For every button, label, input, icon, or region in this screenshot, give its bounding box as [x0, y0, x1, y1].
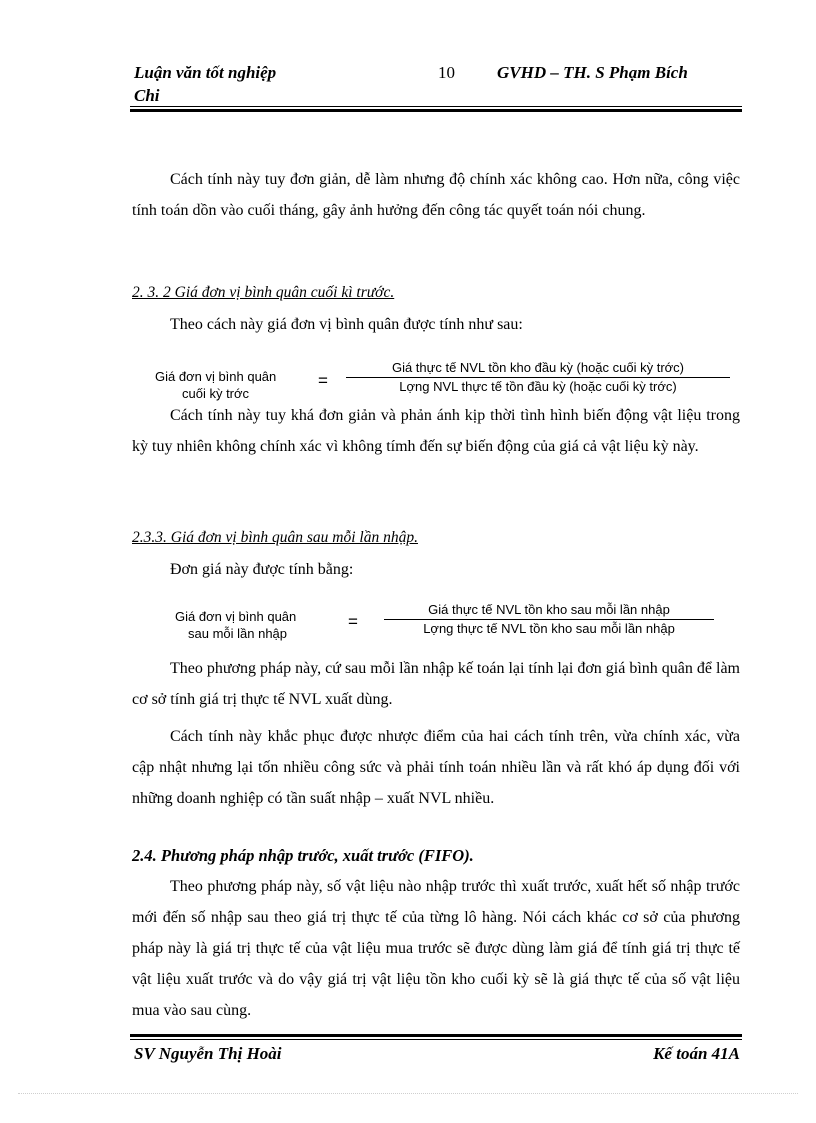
- header-rule-thick: [130, 109, 742, 112]
- footer-class-name: Kế toán 41A: [653, 1044, 740, 1063]
- formula-1-left-line1: Giá đơn vị bình quân: [155, 369, 277, 384]
- formula-1-denominator: Lợng NVL thực tế tồn đầu kỳ (hoặc cuối kỳ trớc): [399, 379, 677, 394]
- formula-1-numerator: Giá thực tế NVL tồn kho đầu kỳ (hoặc cuối kỳ trớc): [391, 360, 685, 375]
- paragraph-4: Đơn giá này được tính bằng:: [170, 561, 354, 578]
- header-title: Luận văn tốt nghiệp: [134, 63, 277, 82]
- paragraph-2: Theo cách này giá đơn vị bình quân được tính như sau:: [170, 316, 523, 333]
- footer-student-name: SV Nguyễn Thị Hoài: [134, 1044, 282, 1063]
- paragraph-3: Cách tính này tuy khá đơn giản và phản ánh kịp thời tình hình biến động vật liệu trong kỳ tuy nhiên không chính xác vì không tímh đến sự biến động của giá cả vật liệu kỳ này.: [132, 407, 740, 455]
- page-edge-dotted-line: [18, 1093, 798, 1094]
- header-rule-thin: [130, 106, 742, 107]
- paragraph-5: Theo phương pháp này, cứ sau mỗi lần nhập kế toán lại tính lại đơn giá bình quân để làm cơ sở tính giá trị thực tế NVL xuất dùng.: [132, 660, 740, 708]
- paragraph-1: Cách tính này tuy đơn giản, dễ làm nhưng độ chính xác không cao. Hơn nữa, công việc tính toán dồn vào cuối tháng, gây ảnh hưởng đến công tác quyết toán nói chung.: [132, 171, 740, 219]
- header-title-continued: Chi: [134, 86, 160, 105]
- formula-2-left-line1: Giá đơn vị bình quân: [175, 609, 297, 624]
- formula-1-equals: =: [318, 371, 328, 390]
- formula-2-numerator: Giá thực tế NVL tồn kho sau mỗi lần nhập: [428, 602, 670, 617]
- section-heading-2-3-3: 2.3.3. Giá đơn vị bình quân sau mỗi lần nhập.: [132, 529, 418, 546]
- formula-2-fraction-bar: [384, 619, 714, 620]
- formula-2-left-line2: sau mỗi lần nhập: [188, 626, 288, 641]
- page-number: 10: [438, 63, 455, 82]
- header-advisor: GVHD – TH. S Phạm Bích: [497, 63, 688, 82]
- footer-rule-thin: [130, 1039, 742, 1040]
- formula-1-fraction-bar: [346, 377, 730, 378]
- section-heading-2-4: 2.4. Phương pháp nhập trước, xuất trước (FIFO).: [132, 846, 474, 865]
- paragraph-7: Theo phương pháp này, số vật liệu nào nhập trước thì xuất trước, xuất hết số nhập trước mới đến số nhập sau theo giá trị thực tế của từng lô hàng. Nói cách khác cơ sở của phương pháp này là giá trị thực tế của vật liệu mua trước sẽ được dùng làm giá để tính giá trị thực tế vật liệu xuất trước và do vậy giá trị vật liệu tồn kho cuối kỳ sẽ là giá thực tế của số vật liệu mua vào sau cùng.: [132, 878, 740, 1019]
- formula-2-equals: =: [348, 612, 358, 631]
- formula-1-left-line2: cuối kỳ trớc: [182, 386, 250, 401]
- section-heading-2-3-2: 2. 3. 2 Giá đơn vị bình quân cuối kì trước.: [132, 284, 395, 301]
- footer-rule-thick: [130, 1034, 742, 1037]
- paragraph-6: Cách tính này khắc phục được nhược điểm của hai cách tính trên, vừa chính xác, vừa cập nhật nhưng lại tốn nhiều công sức và phải tính toán nhiều lần và rất khó áp dụng đối với những doanh nghiệp có tần suất nhập – xuất NVL nhiều.: [132, 728, 740, 807]
- formula-2-denominator: Lợng thực tế NVL tồn kho sau mỗi lần nhập: [423, 621, 675, 636]
